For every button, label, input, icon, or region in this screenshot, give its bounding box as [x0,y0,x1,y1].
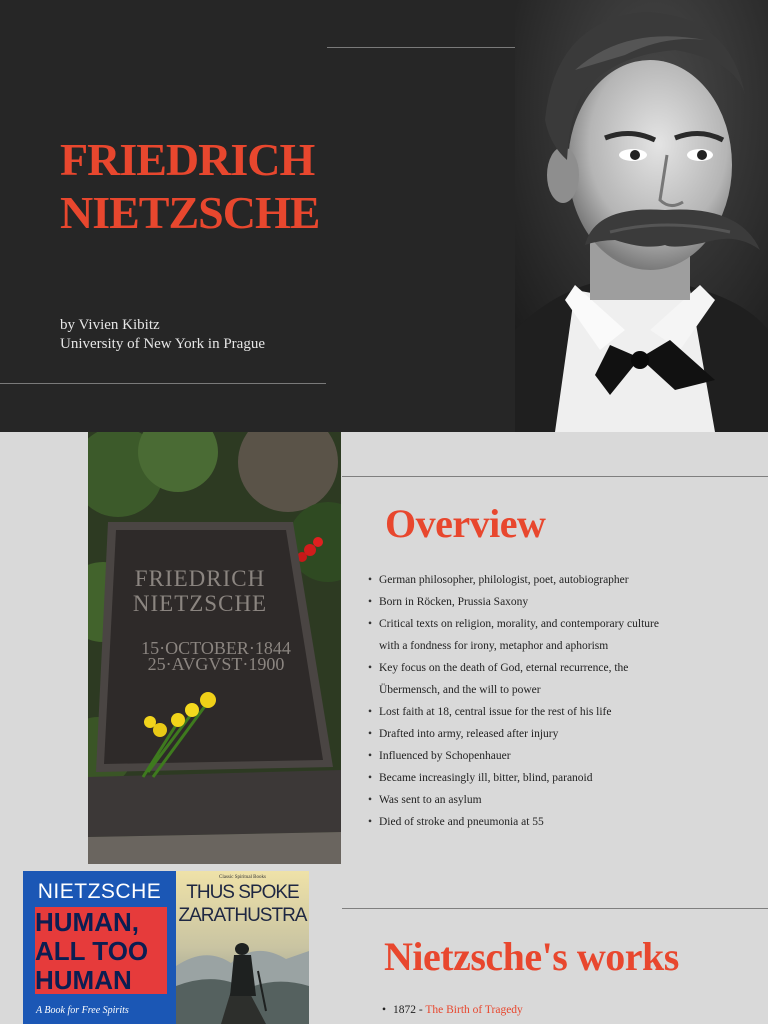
book-cover-thus-spoke-zarathustra [176,871,309,1024]
list-item: • Critical texts on religion, morality, and contemporary culture [368,613,713,635]
overview-slide [0,432,768,868]
book1-subtitle: A Book for Free Spirits [36,1005,129,1016]
divider-works [342,908,768,909]
list-item: • Influenced by Schopenhauer [368,745,713,767]
book1-title-line: ALL TOO [35,936,149,966]
works-list [382,1001,523,1019]
list-item: • German philosopher, philologist, poet, autobiographer [368,569,713,591]
book1-title-line: HUMAN, [35,907,139,937]
grave-inscription-death: 25·AVGVST·1900 [147,654,285,674]
book1-title [35,908,176,995]
author-name: by Vivien Kibitz [60,317,160,333]
grave-inscription-name2: NIETZSCHE [132,591,268,616]
list-item: • Drafted into army, released after injury [368,723,713,745]
page-title: FRIEDRICH NIETZSCHE [60,134,320,238]
nietzsche-portrait [515,0,768,432]
book2-title-line: THUS SPOKE [186,882,299,903]
title-slide [0,0,768,432]
list-item: • Born in Röcken, Prussia Saxony [368,591,713,613]
author-block [60,316,265,354]
list-item: Übermensch, and the will to power [379,684,541,696]
work-title: The Birth of Tragedy [425,1004,523,1016]
book1-author: NIETZSCHE [37,880,162,903]
list-item: • Key focus on the death of God, eternal recurrence, the [368,657,713,679]
gravestone-photo [88,432,341,864]
overview-heading: Overview [385,501,546,546]
divider-bottom [0,383,326,384]
list-item [382,1001,523,1019]
book-cover-human-all-too-human [23,871,176,1024]
list-item: • Died of stroke and pneumonia at 55 [368,811,713,833]
list-item: • Lost faith at 18, central issue for the rest of his life [368,701,713,723]
overview-list [368,569,713,833]
author-institution: University of New York in Prague [60,336,265,352]
works-heading: Nietzsche's works [384,934,679,979]
works-slide [0,868,768,1024]
book1-title-line: HUMAN [35,965,132,995]
book2-series: Classic Spiritual Books [219,875,266,880]
work-year: 1872 - [393,1004,426,1016]
list-item: • Was sent to an asylum [368,789,713,811]
book2-title [176,881,309,927]
book2-title-line: ZARATHUSTRA [178,905,307,926]
grave-inscription-birth: 15·OCTOBER·1844 [141,638,291,658]
list-item: with a fondness for irony, metaphor and aphorism [379,640,609,652]
grave-inscription-name1: FRIEDRICH [134,566,266,591]
divider-overview [342,476,768,477]
list-item: • Became increasingly ill, bitter, blind, paranoid [368,767,713,789]
